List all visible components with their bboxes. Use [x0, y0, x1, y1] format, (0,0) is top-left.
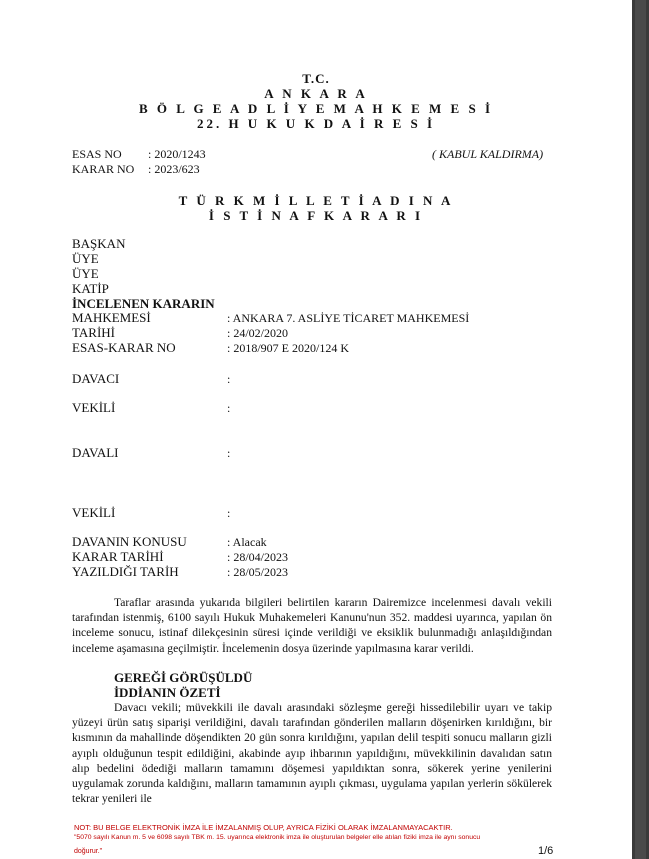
title-nation: T Ü R K M İ L L E T İ A D I N A [178, 193, 454, 208]
reviewed-heading: İNCELENEN KARARIN [72, 296, 215, 311]
header-chamber: 22. H U K U K D A İ R E S İ [196, 116, 436, 131]
header-court: B Ö L G E A D L İ Y E M A H K E M E S İ [138, 101, 494, 116]
scrollbar-thumb[interactable] [635, 0, 646, 859]
footer-note-1: NOT: BU BELGE ELEKTRONİK İMZA İLE İMZALANMIŞ OLUP, AYRICA FİZİKİ OLARAK İMZALANMAYACAKTIR. [74, 823, 453, 832]
reviewed-court-label: MAHKEMESİ [72, 310, 151, 325]
esas-no-value: : 2020/1243 [148, 147, 206, 161]
panel-uye-1: ÜYE [72, 251, 99, 266]
panel-uye-2: ÜYE [72, 266, 99, 281]
karar-tarihi-value: : 28/04/2023 [227, 550, 289, 564]
panel-baskan: BAŞKAN [72, 236, 126, 251]
davaci-vekili-label: VEKİLİ [72, 400, 116, 415]
davali-label: DAVALI [72, 445, 119, 460]
vertical-scrollbar[interactable] [632, 0, 649, 859]
header-tc: T.C. [302, 71, 330, 86]
reviewed-date-label: TARİHİ [72, 325, 116, 340]
reviewed-esas-karar-label: ESAS-KARAR NO [72, 340, 176, 355]
heading-gereği: GEREĞİ GÖRÜŞÜLDÜ [114, 670, 253, 685]
karar-no-value: : 2023/623 [148, 162, 200, 176]
subject-value: : Alacak [227, 535, 267, 549]
davali-vekili-label: VEKİLİ [72, 505, 116, 520]
davaci-label: DAVACI [72, 371, 120, 386]
davali-value: : [227, 446, 231, 460]
intro-text: Taraflar arasında yukarıda bilgileri belirtilen kararın Dairemizce incelenmesi davalı vekili tarafından istenmiş, 6100 sayılı Hukuk Muhakemeleri Kanunu'nun 352. maddesi uyarınca, yapılan ön inceleme sonucu, istinaf dilekçesinin süresi içinde verildiği ve eksiklik bulunmadığı anlaşıldığından inceleme aşamasına geçilmiştir. İncelemenin dosya üzerinde yapılmasına karar verildi. [72, 596, 552, 655]
davali-vekili-value: : [227, 506, 231, 520]
intro-paragraph [72, 595, 552, 656]
subject-label: DAVANIN KONUSU [72, 534, 187, 549]
header-city: A N K A R A [264, 86, 368, 101]
esas-no-label: ESAS NO [72, 147, 122, 161]
karar-no-label: KARAR NO [72, 162, 135, 176]
decision-type: ( KABUL KALDIRMA) [432, 147, 544, 161]
page-number: 1/6 [538, 845, 554, 857]
yazildigi-tarih-label: YAZILDIĞI TARİH [72, 564, 179, 579]
yazildigi-tarih-value: : 28/05/2023 [227, 565, 289, 579]
summary-paragraph [72, 700, 552, 805]
reviewed-court-value: : ANKARA 7. ASLİYE TİCARET MAHKEMESİ [227, 311, 470, 325]
reviewed-date-value: : 24/02/2020 [227, 326, 289, 340]
karar-tarihi-label: KARAR TARİHİ [72, 549, 164, 564]
title-decision: İ S T İ N A F K A R A R I [208, 208, 424, 223]
summary-text: Davacı vekili; müvekkili ile davalı arasındaki sözleşme gereği hissedilebilir uyarı ve takip yüzeyi ürün satış siparişi verildiğini, davalı tarafından gönderilen malların döşenirken kırıldığını, bir kısmının da mahallinde döşendikten 20 gün sonra kırıldığını, yapılan delil tespiti sonucu malların gizli ayıplı olduğunun tespit edildiğini, akabinde ayıp ihbarının yapıldığını, müvekkilinin davalıdan satın alıp bedelini ödediği malların tamamını döşemesi yapıldıktan sonra, sökerek yerine yenilerini uygulamak zorunda kaldığını, malların tamamının ayıplı çıkması, uygulama yapılan yerlerin sökülerek tekrar yenileri ile [72, 701, 552, 805]
heading-iddia: İDDİANIN ÖZETİ [114, 685, 221, 700]
davaci-vekili-value: : [227, 401, 231, 415]
reviewed-esas-karar-value: : 2018/907 E 2020/124 K [227, 341, 349, 355]
davaci-value: : [227, 372, 231, 386]
footer-note-3: doğurur." [74, 848, 103, 855]
footer-note-2: "5070 sayılı Kanun m. 5 ve 6098 sayılı TBK m. 15. uyarınca elektronik imza ile oluşturulan belgeler elle atılan fiziki imza ile aynı sonucu [74, 834, 481, 841]
panel-katip: KATİP [72, 281, 109, 296]
